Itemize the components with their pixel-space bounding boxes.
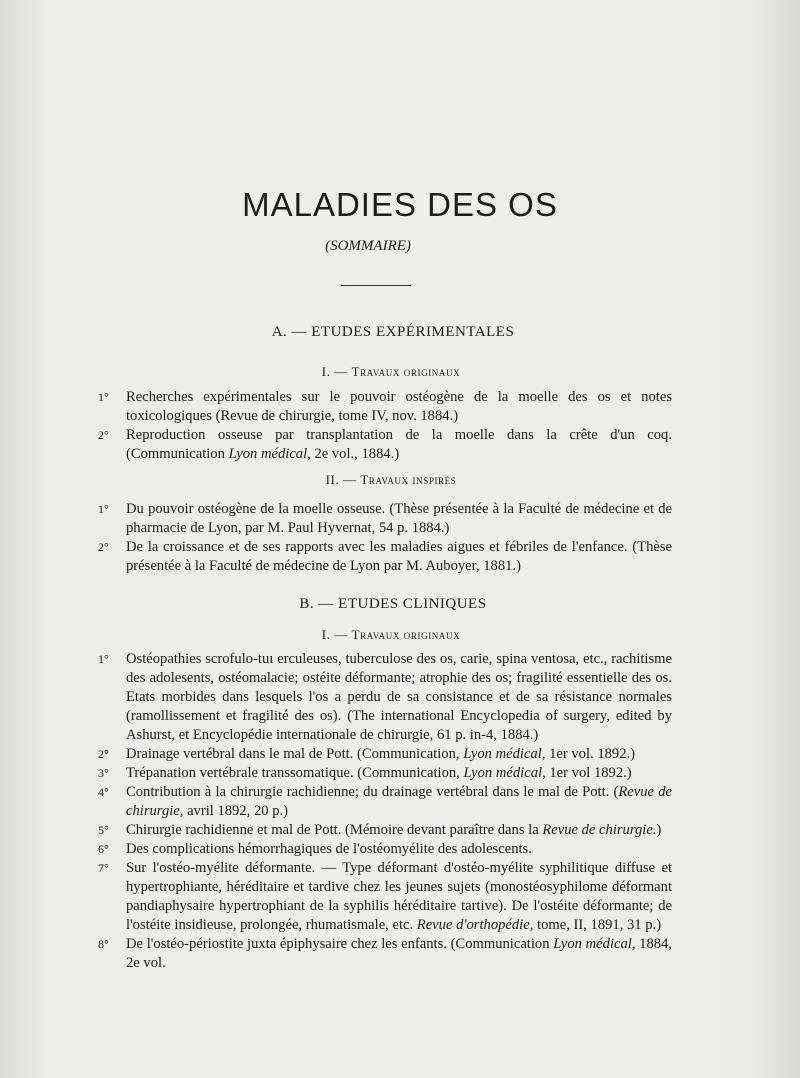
entry-number: 2°: [98, 540, 109, 554]
list-item: [100, 935, 672, 973]
entry-number: 5°: [98, 823, 109, 837]
entry-journal: Lyon médical,: [463, 746, 546, 762]
list-item: [100, 426, 672, 464]
entry-text: Ostéopathies scrofulo-tuı erculeuses, tuberculose des os, carie, spina ventosa, etc., rachitisme des adolesents, ostéomalacie; ostéite déformante; atrophie des os; fragilité essentielle des os. Etats morbides dans lesquels l'os a perdu de sa consistance et de sa résistance normales (ramollissement et fragilité des os). (The international Encyclopedia of surgery, edited by Ashurst, et Encyclopédie internationale de chirurgie, 61 p. in-4, 1884.): [126, 651, 672, 743]
entry-number: 1°: [98, 502, 109, 516]
entry-text: Recherches expérimentales sur le pouvoir ostéogène de la moelle des os et notes toxicologiques (Revue de chirurgie, tome IV, nov. 1884.): [126, 389, 672, 424]
entry-journal: Revue de chirurgie,: [126, 784, 672, 819]
entry-text: Drainage vertébral dans le mal de Pott. (Communication,: [126, 746, 464, 762]
entry-text: Trépanation vertébrale transsomatique. (Communication,: [126, 765, 464, 781]
list-item: [100, 500, 672, 538]
entry-text: Du pouvoir ostéogène de la moelle osseuse. (Thèse présentée à la Faculté de médecine et de pharmacie de Lyon, par M. Paul Hyvernat, 54 p. 1884.): [126, 501, 672, 536]
entry-number: 3°: [98, 766, 109, 780]
entry-text: Contribution à la chirurgie rachidienne; du drainage vertébral dans le mal de Pott. (: [126, 784, 619, 800]
entry-number: 4°: [98, 785, 109, 799]
entry-number: 2°: [98, 428, 109, 442]
section-heading-b: B. — ETUDES CLINIQUES: [299, 596, 487, 612]
entry-text: Des complications hémorrhagiques de l'ostéomyélite des adolescents.: [126, 841, 532, 857]
entry-number: 1°: [98, 390, 109, 404]
list-item: [100, 783, 672, 821]
list-item: [100, 764, 672, 783]
entry-list-a2: [100, 500, 672, 576]
entry-journal: Lyon médical,: [553, 936, 636, 952]
entry-journal: Lyon médical,: [463, 765, 546, 781]
page-title: MALADIES DES OS: [242, 186, 558, 223]
list-item: [100, 859, 672, 935]
entry-text-end: tome, II, 1891, 31 p.): [533, 917, 662, 933]
entry-text-end: avril 1892, 20 p.): [183, 803, 288, 819]
list-item: [100, 650, 672, 745]
list-item: [100, 840, 672, 859]
entry-number: 7°: [98, 861, 109, 875]
entry-text-end: 1884, 2e vol.: [126, 936, 672, 971]
subsection-heading-b1: I. — Travaux originaux: [321, 627, 461, 642]
entry-journal: Revue d'orthopédie,: [416, 917, 534, 933]
entry-list-a1: [100, 388, 672, 464]
entry-journal: Lyon médical,: [228, 446, 311, 462]
title-divider: [341, 285, 411, 286]
entry-text: De l'ostéo-périostite juxta épiphysaire chez les enfants. (Communication: [126, 936, 554, 952]
subsection-heading-a1: I. — Travaux originaux: [321, 364, 461, 379]
list-item: [100, 821, 672, 840]
list-item: [100, 745, 672, 764]
entry-number: 1°: [98, 652, 109, 666]
entry-number: 8°: [98, 937, 109, 951]
list-item: [100, 388, 672, 426]
entry-text: Reproduction osseuse par transplantation de la moelle dans la crête d'un coq. (Communication: [126, 427, 672, 462]
entry-text: De la croissance et de ses rapports avec les maladies aigues et fébriles de l'enfance. (Thèse présentée à la Faculté de médecine de Lyon par M. Auboyer, 1881.): [126, 539, 672, 574]
entry-text-end: 1er vol. 1892.): [545, 746, 636, 762]
entry-text-end: 2e vol., 1884.): [310, 446, 400, 462]
entry-number: 2°: [98, 747, 109, 761]
entry-text: Sur l'ostéo-myélite déformante. — Type déformant d'ostéo-myélite syphilitique diffuse et hypertrophiante, héréditaire et tardive chez les jeunes sujets (monostéosyphilome déformant pandiaphysaire hypertrophiant de la syphilis héréditaire tartive). De l'ostéite déformante; de l'ostéite insidieuse, prolongée, rhumatismale, etc.: [126, 860, 672, 933]
list-item: [100, 538, 672, 576]
entry-number: 6°: [98, 842, 109, 856]
entry-text-end: 1er vol 1892.): [545, 765, 632, 781]
entry-list-b1: [100, 650, 672, 973]
entry-journal: Revue de chirurgie.: [542, 822, 657, 838]
entry-text: Chirurgie rachidienne et mal de Pott. (Mémoire devant paraître dans la: [126, 822, 543, 838]
entry-text-end: ): [656, 822, 662, 838]
subsection-heading-a2: II. — Travaux inspirés: [325, 472, 457, 487]
page-subtitle: (SOMMAIRE): [325, 238, 411, 254]
section-heading-a: A. — ETUDES EXPÉRIMENTALES: [271, 324, 515, 340]
